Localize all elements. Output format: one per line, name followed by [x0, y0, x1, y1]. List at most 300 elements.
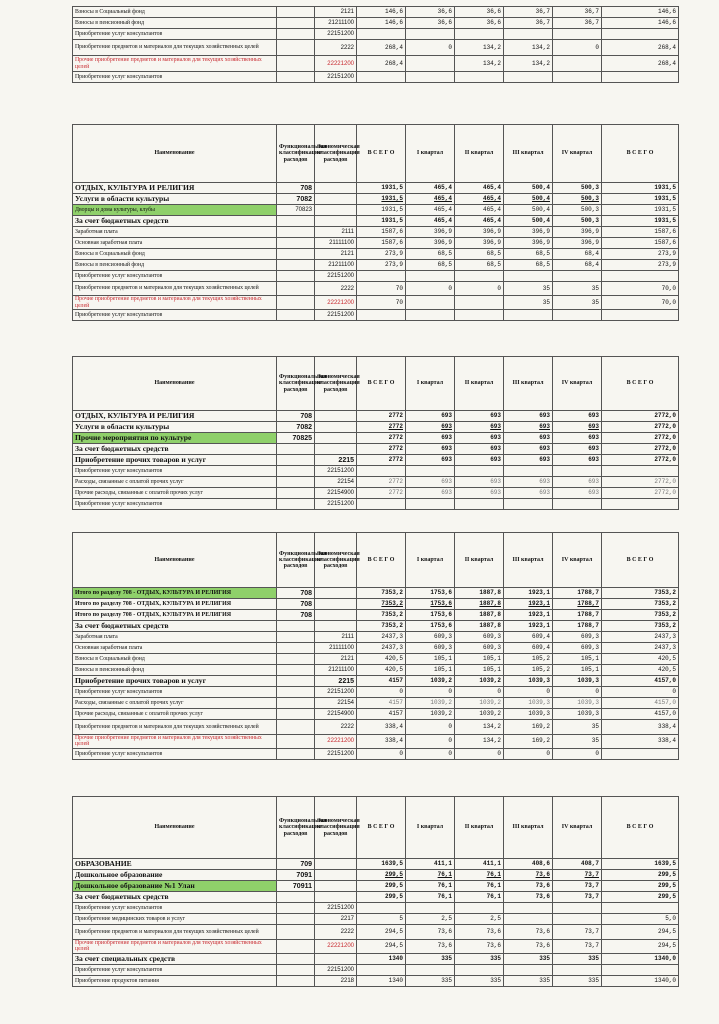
column-header: IV квартал [553, 125, 602, 183]
economic-code [315, 892, 357, 903]
functional-code [277, 444, 315, 455]
value-cell: 693 [455, 422, 504, 433]
economic-code: 2121 [315, 249, 357, 260]
functional-code [277, 749, 315, 760]
value-cell: 2772,0 [602, 488, 679, 499]
value-cell [455, 296, 504, 310]
value-cell: 0 [504, 687, 553, 698]
value-cell: 500,3 [553, 205, 602, 216]
value-cell: 338,4 [357, 720, 406, 735]
table-row [73, 72, 679, 83]
value-cell [406, 466, 455, 477]
value-cell: 693 [455, 411, 504, 422]
value-cell: 68,4 [553, 249, 602, 260]
functional-code [277, 488, 315, 499]
economic-code: 22151200 [315, 466, 357, 477]
table-row [73, 411, 679, 422]
functional-code [277, 271, 315, 282]
value-cell: 0 [406, 687, 455, 698]
row-name: Приобретение услуг консультантов [73, 687, 277, 698]
value-cell [357, 903, 406, 914]
table-row [73, 859, 679, 870]
value-cell: 1039,3 [553, 709, 602, 720]
value-cell [553, 499, 602, 510]
functional-code [277, 892, 315, 903]
value-cell: 396,9 [504, 227, 553, 238]
value-cell: 73,6 [455, 939, 504, 954]
value-cell: 338,4 [602, 734, 679, 749]
value-cell: 294,5 [602, 925, 679, 940]
value-cell: 693 [406, 433, 455, 444]
value-cell: 105,2 [504, 665, 553, 676]
value-cell: 73,7 [553, 939, 602, 954]
economic-code: 21211100 [315, 665, 357, 676]
value-cell: 335 [504, 954, 553, 965]
value-cell: 0 [406, 734, 455, 749]
value-cell: 1923,1 [504, 621, 553, 632]
row-name: Прочие приобретение предметов и материалов для текущих хозяйственных целей [73, 56, 277, 72]
value-cell [553, 29, 602, 40]
table-row [73, 939, 679, 954]
value-cell: 465,4 [406, 205, 455, 216]
table-row [73, 477, 679, 488]
column-header: В С Е Г О [357, 797, 406, 859]
value-cell [357, 310, 406, 321]
value-cell: 134,2 [455, 40, 504, 56]
value-cell: 134,2 [455, 734, 504, 749]
row-name: ОТДЫХ, КУЛЬТУРА И РЕЛИГИЯ [73, 411, 277, 422]
economic-code: 21211100 [315, 18, 357, 29]
value-cell: 299,5 [602, 870, 679, 881]
value-cell: 1587,6 [602, 238, 679, 249]
table-row [73, 227, 679, 238]
value-cell: 7353,2 [357, 599, 406, 610]
functional-code [277, 903, 315, 914]
value-cell: 73,6 [406, 925, 455, 940]
economic-code: 22151200 [315, 965, 357, 976]
value-cell: 1931,5 [602, 205, 679, 216]
functional-code [277, 466, 315, 477]
value-cell: 146,6 [357, 7, 406, 18]
functional-code [277, 296, 315, 310]
value-cell: 465,4 [455, 216, 504, 227]
value-cell: 1931,5 [602, 183, 679, 194]
row-name: Прочие приобретение предметов и материалов для текущих хозяйственных целей [73, 734, 277, 749]
row-name: Приобретение предметов и материалов для текущих хозяйственных целей [73, 40, 277, 56]
value-cell: 73,7 [553, 892, 602, 903]
functional-code [277, 18, 315, 29]
value-cell [504, 965, 553, 976]
table-row [73, 18, 679, 29]
value-cell: 2772,0 [602, 444, 679, 455]
column-header: В С Е Г О [602, 797, 679, 859]
value-cell: 68,5 [406, 260, 455, 271]
column-header: I квартал [406, 533, 455, 588]
value-cell: 609,3 [455, 643, 504, 654]
value-cell: 35 [553, 720, 602, 735]
value-cell: 1887,8 [455, 610, 504, 621]
value-cell: 500,3 [553, 216, 602, 227]
value-cell: 1039,3 [553, 698, 602, 709]
value-cell: 609,4 [504, 632, 553, 643]
table-row [73, 455, 679, 466]
economic-code [315, 205, 357, 216]
value-cell: 134,2 [504, 56, 553, 72]
value-cell: 420,5 [357, 654, 406, 665]
value-cell: 35 [504, 296, 553, 310]
value-cell: 1039,2 [455, 709, 504, 720]
value-cell: 2437,3 [357, 632, 406, 643]
value-cell: 1340 [357, 954, 406, 965]
value-cell: 335 [553, 976, 602, 987]
value-cell: 693 [455, 444, 504, 455]
column-header: II квартал [455, 533, 504, 588]
value-cell [553, 72, 602, 83]
value-cell: 396,9 [553, 227, 602, 238]
value-cell: 693 [504, 422, 553, 433]
value-cell: 609,3 [406, 643, 455, 654]
value-cell: 1887,8 [455, 599, 504, 610]
row-name: Заработная плата [73, 632, 277, 643]
value-cell: 68,4 [553, 260, 602, 271]
table-row [73, 194, 679, 205]
value-cell: 420,5 [357, 665, 406, 676]
table-row [73, 282, 679, 296]
value-cell [553, 965, 602, 976]
value-cell: 146,6 [357, 18, 406, 29]
value-cell: 693 [504, 444, 553, 455]
value-cell: 2772 [357, 422, 406, 433]
functional-code [277, 29, 315, 40]
value-cell [553, 903, 602, 914]
column-header: II квартал [455, 125, 504, 183]
value-cell: 1639,5 [357, 859, 406, 870]
row-name: Приобретение услуг консультантов [73, 310, 277, 321]
table-row [73, 205, 679, 216]
value-cell: 7353,2 [357, 588, 406, 599]
economic-code: 22151200 [315, 749, 357, 760]
value-cell: 134,2 [504, 40, 553, 56]
row-name: Прочие расходы, связанные с оплатой прочих услуг [73, 709, 277, 720]
column-header: Функциональная классификация расходов [277, 125, 315, 183]
value-cell: 70,0 [602, 296, 679, 310]
column-header: В С Е Г О [357, 533, 406, 588]
row-name: Приобретение услуг консультантов [73, 29, 277, 40]
value-cell: 5 [357, 914, 406, 925]
value-cell: 7353,2 [602, 610, 679, 621]
column-header: В С Е Г О [602, 125, 679, 183]
row-name: За счет бюджетных средств [73, 216, 277, 227]
table-row [73, 903, 679, 914]
economic-code: 22154900 [315, 709, 357, 720]
value-cell [357, 271, 406, 282]
value-cell: 73,7 [553, 925, 602, 940]
value-cell: 73,7 [553, 870, 602, 881]
value-cell: 7353,2 [602, 588, 679, 599]
value-cell [602, 29, 679, 40]
table-row [73, 665, 679, 676]
economic-code: 22221200 [315, 939, 357, 954]
value-cell: 105,1 [455, 665, 504, 676]
column-header: Наименование [73, 125, 277, 183]
value-cell: 465,4 [406, 216, 455, 227]
value-cell: 70 [357, 296, 406, 310]
economic-code [315, 954, 357, 965]
functional-code: 708 [277, 610, 315, 621]
table-row [73, 749, 679, 760]
row-name: Заработная плата [73, 227, 277, 238]
economic-code: 2111 [315, 227, 357, 238]
table-row [73, 422, 679, 433]
value-cell: 4157,0 [602, 676, 679, 687]
table-row [73, 238, 679, 249]
value-cell: 1788,7 [553, 621, 602, 632]
row-name: За счет бюджетных средств [73, 444, 277, 455]
value-cell: 0 [406, 720, 455, 735]
functional-code [277, 976, 315, 987]
value-cell: 294,5 [357, 925, 406, 940]
value-cell [357, 466, 406, 477]
functional-code [277, 477, 315, 488]
table-row [73, 720, 679, 735]
value-cell: 693 [553, 488, 602, 499]
functional-code [277, 7, 315, 18]
functional-code: 708 [277, 588, 315, 599]
value-cell [602, 749, 679, 760]
value-cell: 2437,3 [602, 643, 679, 654]
table-row [73, 687, 679, 698]
economic-code: 22221200 [315, 734, 357, 749]
table-row [73, 466, 679, 477]
value-cell: 500,4 [504, 194, 553, 205]
economic-code: 2222 [315, 282, 357, 296]
value-cell: 693 [455, 455, 504, 466]
value-cell: 4157,0 [602, 698, 679, 709]
functional-code [277, 310, 315, 321]
value-cell: 465,4 [406, 183, 455, 194]
table-header-row [73, 533, 679, 588]
value-cell: 169,2 [504, 720, 553, 735]
value-cell: 134,2 [455, 720, 504, 735]
value-cell: 0 [553, 749, 602, 760]
value-cell: 70,0 [602, 282, 679, 296]
value-cell [553, 466, 602, 477]
value-cell: 2772 [357, 455, 406, 466]
value-cell [553, 56, 602, 72]
value-cell: 1788,7 [553, 588, 602, 599]
value-cell: 1340,0 [602, 976, 679, 987]
value-cell: 338,4 [602, 720, 679, 735]
value-cell [602, 499, 679, 510]
table-row [73, 271, 679, 282]
functional-code [277, 687, 315, 698]
value-cell [455, 29, 504, 40]
column-header: Экономическая классификация расходов [315, 357, 357, 411]
value-cell [455, 965, 504, 976]
value-cell: 36,6 [406, 18, 455, 29]
table-row [73, 881, 679, 892]
value-cell: 1931,5 [602, 216, 679, 227]
value-cell [602, 965, 679, 976]
row-name: Приобретение услуг консультантов [73, 72, 277, 83]
value-cell: 1639,5 [602, 859, 679, 870]
value-cell [553, 271, 602, 282]
row-name: Прочие расходы, связанные с оплатой прочих услуг [73, 488, 277, 499]
value-cell: 609,3 [406, 632, 455, 643]
value-cell: 1340,0 [602, 954, 679, 965]
value-cell [406, 56, 455, 72]
value-cell: 693 [406, 444, 455, 455]
value-cell [455, 72, 504, 83]
value-cell [504, 499, 553, 510]
table-row [73, 965, 679, 976]
table-row [73, 183, 679, 194]
row-name: Приобретение медицинских товаров и услуг [73, 914, 277, 925]
row-name: Взносы в Социальный фонд [73, 654, 277, 665]
value-cell [455, 271, 504, 282]
value-cell [504, 29, 553, 40]
column-header: Функциональная классификация расходов [277, 533, 315, 588]
budget-table [72, 796, 679, 987]
value-cell [553, 310, 602, 321]
row-name: За счет бюджетных средств [73, 892, 277, 903]
economic-code [315, 881, 357, 892]
row-name: Приобретение услуг консультантов [73, 466, 277, 477]
value-cell: 68,5 [504, 249, 553, 260]
value-cell: 36,7 [553, 7, 602, 18]
column-header: Экономическая классификация расходов [315, 797, 357, 859]
functional-code [277, 216, 315, 227]
column-header: II квартал [455, 357, 504, 411]
value-cell [455, 466, 504, 477]
functional-code [277, 72, 315, 83]
functional-code [277, 621, 315, 632]
functional-code [277, 238, 315, 249]
table-row [73, 914, 679, 925]
table-row [73, 588, 679, 599]
value-cell: 335 [553, 954, 602, 965]
economic-code: 2121 [315, 654, 357, 665]
row-name: За счет бюджетных средств [73, 621, 277, 632]
table-row [73, 444, 679, 455]
value-cell: 2772,0 [602, 477, 679, 488]
value-cell [357, 965, 406, 976]
value-cell: 609,4 [504, 643, 553, 654]
value-cell [602, 310, 679, 321]
value-cell: 105,1 [406, 665, 455, 676]
value-cell: 1039,2 [406, 676, 455, 687]
value-cell: 2772 [357, 411, 406, 422]
value-cell: 2772,0 [602, 433, 679, 444]
value-cell: 1039,3 [504, 709, 553, 720]
value-cell: 2772 [357, 433, 406, 444]
value-cell: 273,9 [602, 260, 679, 271]
value-cell: 35 [504, 282, 553, 296]
value-cell: 693 [406, 488, 455, 499]
table-row [73, 7, 679, 18]
column-header: Функциональная классификация расходов [277, 357, 315, 411]
economic-code [315, 216, 357, 227]
column-header: III квартал [504, 357, 553, 411]
value-cell: 1340 [357, 976, 406, 987]
value-cell: 5,0 [602, 914, 679, 925]
value-cell: 0 [553, 687, 602, 698]
value-cell: 1923,1 [504, 599, 553, 610]
value-cell: 693 [504, 488, 553, 499]
value-cell: 0 [602, 687, 679, 698]
value-cell: 76,1 [406, 870, 455, 881]
value-cell: 76,1 [455, 892, 504, 903]
value-cell [406, 310, 455, 321]
value-cell: 396,9 [406, 227, 455, 238]
value-cell: 7353,2 [602, 621, 679, 632]
value-cell: 335 [504, 976, 553, 987]
value-cell: 465,4 [455, 183, 504, 194]
value-cell: 2437,3 [357, 643, 406, 654]
value-cell [455, 499, 504, 510]
value-cell: 299,5 [357, 881, 406, 892]
row-name: Итого по разделу 708 - ОТДЫХ, КУЛЬТУРА И РЕЛИГИЯ [73, 588, 277, 599]
column-header: I квартал [406, 125, 455, 183]
value-cell: 7353,2 [602, 599, 679, 610]
table-row [73, 925, 679, 940]
economic-code [315, 588, 357, 599]
value-cell: 73,6 [406, 939, 455, 954]
row-name: Приобретение услуг консультантов [73, 749, 277, 760]
economic-code [315, 870, 357, 881]
value-cell: 4157 [357, 709, 406, 720]
value-cell: 268,4 [602, 56, 679, 72]
value-cell: 7353,2 [357, 621, 406, 632]
value-cell: 500,3 [553, 183, 602, 194]
economic-code [315, 444, 357, 455]
value-cell: 73,6 [504, 892, 553, 903]
economic-code: 22151200 [315, 310, 357, 321]
economic-code: 22151200 [315, 29, 357, 40]
table-row [73, 610, 679, 621]
functional-code: 7082 [277, 194, 315, 205]
value-cell: 408,7 [553, 859, 602, 870]
value-cell [504, 903, 553, 914]
row-name: ОБРАЗОВАНИЕ [73, 859, 277, 870]
value-cell: 1753,6 [406, 610, 455, 621]
value-cell: 2772 [357, 488, 406, 499]
value-cell: 0 [406, 749, 455, 760]
value-cell: 76,1 [406, 892, 455, 903]
value-cell: 420,5 [602, 654, 679, 665]
value-cell: 609,3 [455, 632, 504, 643]
column-header: IV квартал [553, 357, 602, 411]
value-cell: 4157,0 [602, 709, 679, 720]
table-row [73, 29, 679, 40]
row-name: Приобретение предметов и материалов для текущих хозяйственных целей [73, 720, 277, 735]
value-cell: 35 [553, 282, 602, 296]
row-name: Приобретение предметов и материалов для текущих хозяйственных целей [73, 925, 277, 940]
economic-code: 2111 [315, 632, 357, 643]
row-name: Приобретение прочих товаров и услуг [73, 455, 277, 466]
value-cell: 0 [455, 749, 504, 760]
value-cell: 36,7 [504, 18, 553, 29]
row-name: Приобретение предметов и материалов для текущих хозяйственных целей [73, 282, 277, 296]
value-cell: 1039,3 [504, 698, 553, 709]
value-cell [357, 29, 406, 40]
value-cell: 609,3 [553, 632, 602, 643]
functional-code: 708 [277, 411, 315, 422]
functional-code [277, 720, 315, 735]
value-cell: 396,9 [455, 227, 504, 238]
column-header: Экономическая классификация расходов [315, 533, 357, 588]
value-cell: 411,1 [455, 859, 504, 870]
